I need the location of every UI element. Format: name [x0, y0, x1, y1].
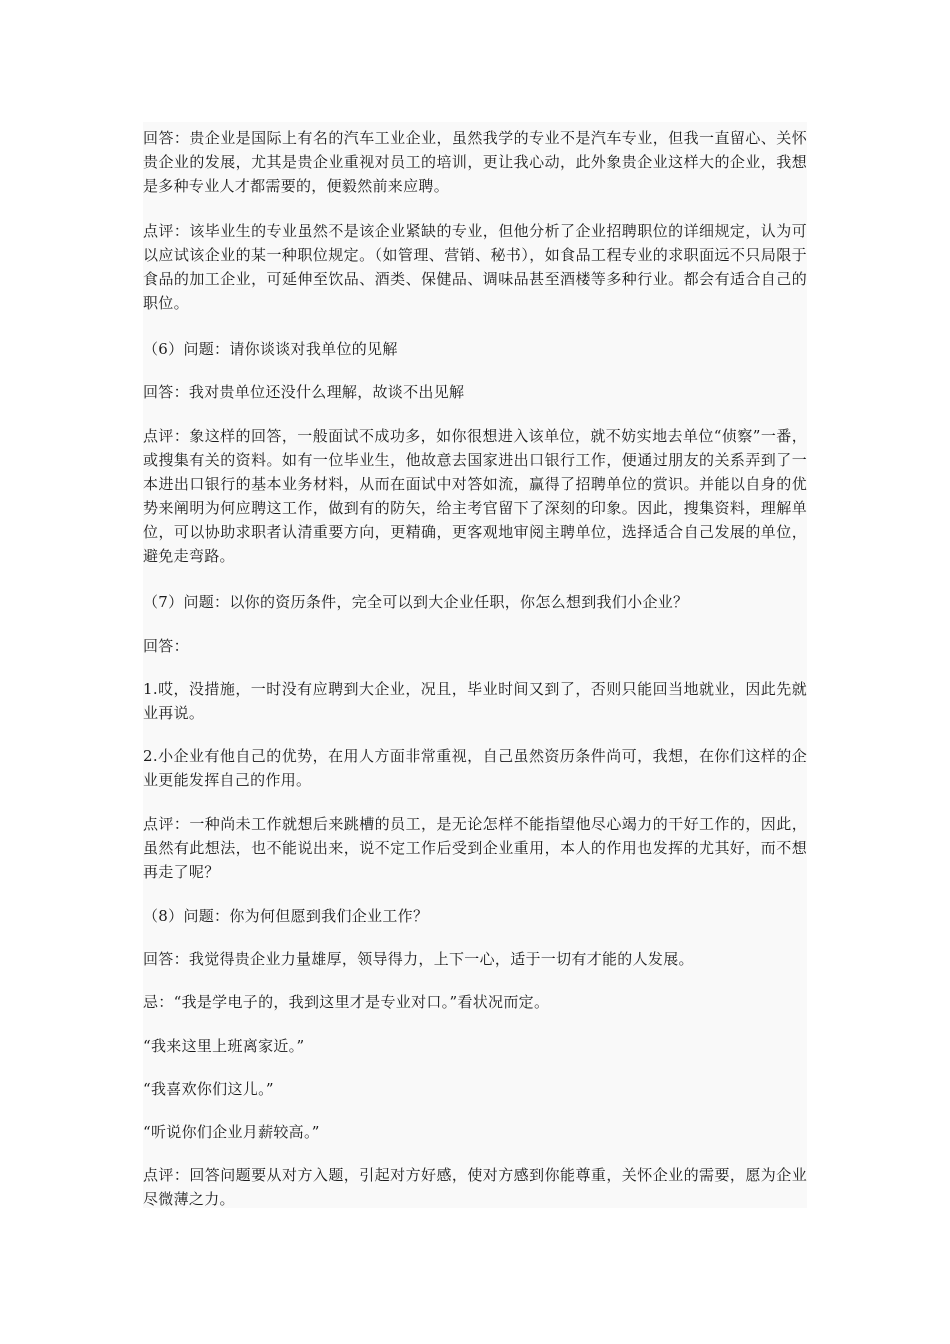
answer-paragraph-8: 回答：我觉得贵企业力量雄厚，领导得力，上下一心，适于一切有才能的人发展。 — [143, 950, 694, 968]
avoid-example-3: “听说你们企业月薪较高。” — [143, 1123, 320, 1141]
comment-paragraph-8: 点评：回答问题要从对方入题，引起对方好感，使对方感到你能尊重，关怀企业的需要，愿为企业尽微薄之力。 — [143, 1166, 807, 1208]
question-8: （8）问题：你为何但愿到我们企业工作？ — [143, 907, 429, 925]
question-6: （6）问题：请你谈谈对我单位的见解 — [143, 340, 398, 358]
question-7: （7）问题：以你的资历条件，完全可以到大企业任职，你怎么想到我们小企业？ — [143, 593, 689, 611]
answer-paragraph-5: 回答：贵企业是国际上有名的汽车工业企业，虽然我学的专业不是汽车专业，但我一直留心、关怀贵企业的发展，尤其是贵企业重视对员工的培训，更让我心动，此外象贵企业这样大的企业，我想是多种专业人才都需要的，便毅然前来应聘。 — [143, 129, 807, 195]
answer-7-option-2: 2.小企业有他自己的优势，在用人方面非常重视，自己虽然资历条件尚可，我想，在你们这样的企业更能发挥自己的作用。 — [143, 747, 807, 789]
avoid-paragraph: 忌：“我是学电子的，我到这里才是专业对口。”看状况而定。 — [143, 993, 550, 1011]
avoid-example-2: “我喜欢你们这儿。” — [143, 1080, 274, 1098]
answer-label-7: 回答： — [143, 637, 189, 655]
comment-paragraph-6: 点评：象这样的回答，一般面试不成功多，如你很想进入该单位，就不妨实地去单位“侦察”一番，或搜集有关的资料。如有一位毕业生，他故意去国家进出口银行工作，便通过朋友的关系弄到了一本进出口银行的基本业务材料，从而在面试中对答如流，赢得了招聘单位的赏识。并能以自身的优势来阐明为何应聘这工作，做到有的防矢，给主考官留下了深刻的印象。因此，搜集资料，理解单位，可以协助求职者认清重要方向，更精确，更客观地审阅主聘单位，选择适合自己发展的单位，避免走弯路。 — [143, 427, 807, 565]
answer-7-option-1: 1.哎，没措施，一时没有应聘到大企业，况且，毕业时间又到了，否则只能回当地就业，因此先就业再说。 — [143, 680, 807, 722]
avoid-example-1: “我来这里上班离家近。” — [143, 1037, 305, 1055]
comment-paragraph-7: 点评：一种尚未工作就想后来跳槽的员工，是无论怎样不能指望他尽心竭力的干好工作的，因此，虽然有此想法，也不能说出来，说不定工作后受到企业重用，本人的作用也发挥的尤其好，而不想再走了呢？ — [143, 815, 807, 881]
comment-paragraph-5: 点评：该毕业生的专业虽然不是该企业紧缺的专业，但他分析了企业招聘职位的详细规定，认为可以应试该企业的某一种职位规定。（如管理、营销、秘书），如食品工程专业的求职面远不只局限于食品的加工企业，可延伸至饮品、酒类、保健品、调味品甚至酒楼等多种行业。都会有适合自己的职位。 — [143, 222, 807, 312]
answer-paragraph-6: 回答：我对贵单位还没什么理解，故谈不出见解 — [143, 383, 465, 401]
